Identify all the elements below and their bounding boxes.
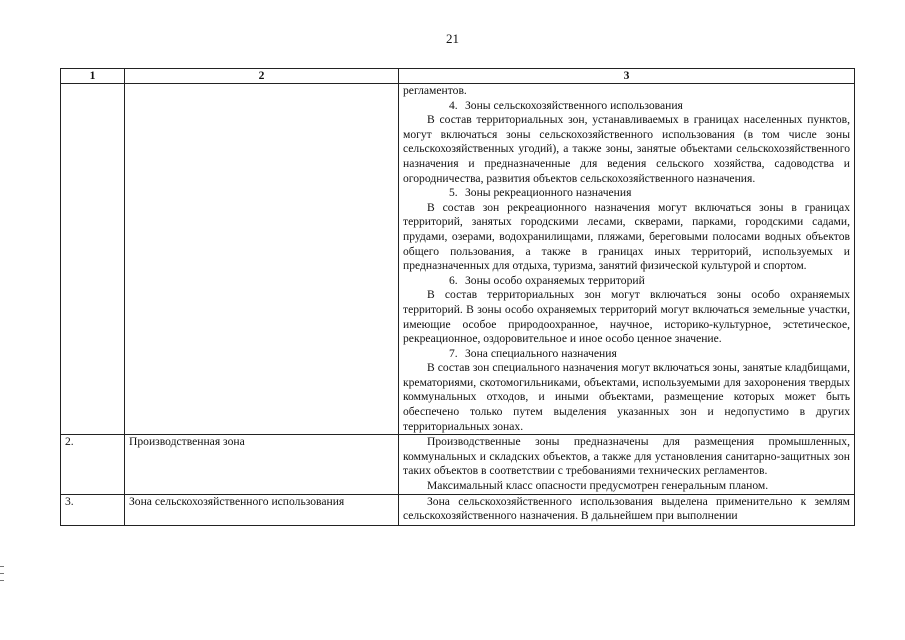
paragraph: Зона сельскохозяйственного использования выделена применительно к землям сельскохозяйственного назначения. В дальнейшем при выполнении (403, 494, 850, 523)
section-title: Зоны сельскохозяйственного использования (465, 98, 683, 112)
section-text: В состав зон специального назначения могут включаться зоны, занятые кладбищами, крематориями, скотомогильниками, объектами, используемыми для захоронения твердых коммунальных отходов, и иными объектами, размещение которых может быть обеспечено только путем выделения указанных зон и недопустимо в других территориальных зонах. (403, 361, 850, 433)
section-text: В состав территориальных зон могут включаться зоны особо охраняемых территорий. В зоны особо охраняемых территорий могут включаться земельные участки, имеющие особое природоохранное, научное, историко-культурное, эстетическое, рекреационное, оздоровительное и иное особо ценное значение. (403, 288, 850, 346)
section-title: Зона специального назначения (465, 346, 617, 360)
zone-description (399, 494, 855, 525)
section-number: 5. (449, 186, 458, 200)
section-heading (403, 347, 850, 362)
table-row (61, 435, 855, 494)
section-heading (403, 186, 850, 201)
zone-name (125, 84, 399, 435)
section-number: 4. (449, 98, 458, 112)
row-number: 2. (61, 435, 125, 494)
table-row (61, 84, 855, 435)
section-number: 7. (449, 346, 458, 360)
zone-description (399, 435, 855, 494)
column-header: 3 (399, 69, 855, 84)
section-text: В состав территориальных зон, устанавливаемых в границах населенных пунктов, могут включаться зоны сельскохозяйственного использования (в том числе зоны сельскохозяйственных угодий), а также зоны, занятые объектами сельскохозяйственного назначения и предназначенные для ведения сельского хозяйства, садоводства и огородничества, развития объектов сельскохозяйственного назначения. (403, 113, 850, 185)
section-number: 6. (449, 273, 458, 287)
zone-description (399, 84, 855, 435)
row-number (61, 84, 125, 435)
column-header: 1 (61, 69, 125, 84)
section-title: Зоны особо охраняемых территорий (465, 273, 645, 287)
table-row (61, 494, 855, 525)
zone-name: Производственная зона (125, 435, 399, 494)
section-heading (403, 274, 850, 289)
row-number: 3. (61, 494, 125, 525)
zones-table (60, 68, 855, 526)
section-heading (403, 99, 850, 114)
section-text: В состав зон рекреационного назначения могут включаться зоны в границах территорий, занятых городскими лесами, скверами, парками, городскими садами, прудами, озерами, водохранилищами, пляжами, береговыми полосами водных объектов общего пользования, а также в границах иных территорий, используемых и предназначенных для отдыха, туризма, занятий физической культурой и спортом. (403, 200, 850, 273)
zone-name: Зона сельскохозяйственного использования (125, 494, 399, 525)
scan-margin-marks (0, 566, 6, 587)
table-header-row (61, 69, 855, 84)
column-header: 2 (125, 69, 399, 84)
paragraph: Производственные зоны предназначены для размещения промышленных, коммунальных и складских объектов, а также для установления санитарно-защитных зон таких объектов в соответствии с требованиями технических регламентов. (403, 435, 850, 478)
continuation-text: регламентов. (403, 84, 467, 97)
paragraph: Максимальный класс опасности предусмотрен генеральным планом. (427, 479, 769, 493)
section-title: Зоны рекреационного назначения (465, 186, 632, 200)
page-number: 21 (446, 31, 459, 46)
